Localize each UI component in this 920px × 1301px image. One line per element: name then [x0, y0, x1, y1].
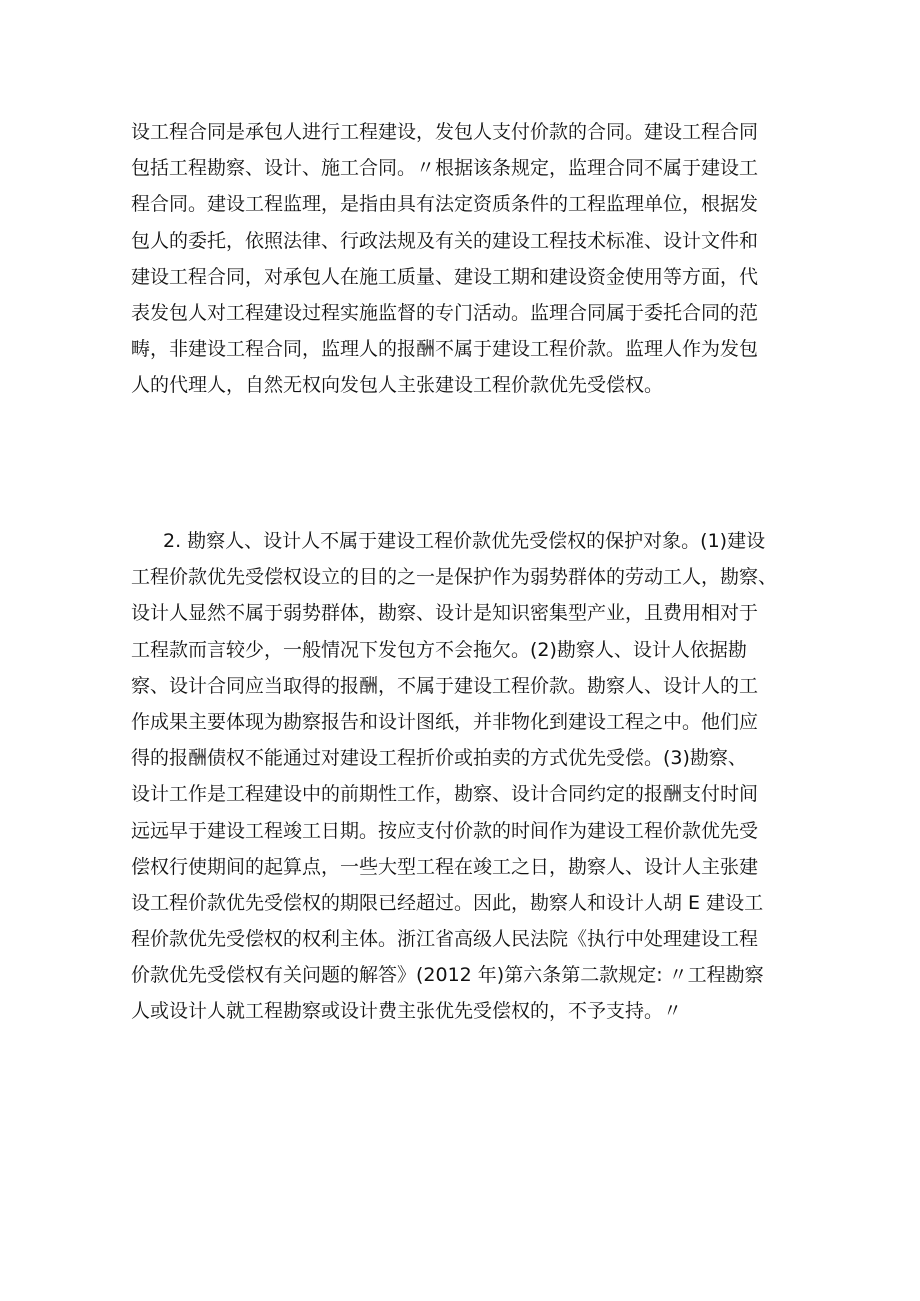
- paragraph-2: [131, 523, 795, 1030]
- text-line: 2. 勘察人、设计人不属于建设工程价款优先受偿权的保护对象。(1)建设: [163, 530, 766, 552]
- text-line: 价款优先受偿权有关问题的解答》(2012 年)第六条第二款规定: 〃工程勘察: [131, 964, 764, 987]
- paragraph-1: [131, 114, 795, 404]
- text-line: 人的代理人，自然无权向发包人主张建设工程价款优先受偿权。: [131, 374, 664, 397]
- text-line: 偿权行使期间的起算点，一些大型工程在竣工之日，勘察人、设计人主张建: [131, 855, 759, 878]
- text-line: 设工程合同是承包人进行工程建设，发包人支付价款的合同。建设工程合同: [131, 121, 759, 143]
- text-line: 工程款而言较少，一般情况下发包方不会拖欠。(2)勘察人、设计人依据勘: [131, 638, 747, 661]
- text-line: 程合同。建设工程监理，是指由具有法定资质条件的工程监理单位，根据发: [131, 193, 759, 216]
- text-line: 作成果主要体现为勘察报告和设计图纸，并非物化到建设工程之中。他们应: [131, 710, 759, 733]
- text-line: 设计人显然不属于弱势群体，勘察、设计是知识密集型产业，且费用相对于: [131, 602, 759, 625]
- text-line: 表发包人对工程建设过程实施监督的专门活动。监理合同属于委托合同的范: [131, 301, 759, 324]
- text-line: 得的报酬债权不能通过对建设工程折价或拍卖的方式优先受偿。(3)勘察、: [131, 747, 747, 770]
- text-line: 畴，非建设工程合同，监理人的报酬不属于建设工程价款。监理人作为发包: [131, 338, 759, 361]
- text-line: 远远早于建设工程竣工日期。按应支付价款的时间作为建设工程价款优先受: [131, 819, 759, 842]
- text-line: 设计工作是工程建设中的前期性工作，勘察、设计合同约定的报酬支付时间: [131, 783, 759, 806]
- text-line: 人或设计人就工程勘察或设计费主张优先受偿权的，不予支持。〃: [131, 1000, 683, 1023]
- text-line: 工程价款优先受偿权设立的目的之一是保护作为弱势群体的劳动工人，勘察、: [131, 566, 778, 589]
- text-line: 程价款优先受偿权的权利主体。浙江省高级人民法院《执行中处理建设工程: [131, 928, 759, 951]
- text-line: 建设工程合同，对承包人在施工质量、建设工期和建设资金使用等方面，代: [131, 265, 759, 288]
- text-line: 包括工程勘察、设计、施工合同。〃根据该条规定，监理合同不属于建设工: [131, 157, 759, 180]
- text-line: 设工程价款优先受偿权的期限已经超过。因此，勘察人和设计人胡 E 建设工: [131, 891, 764, 914]
- text-line: 察、设计合同应当取得的报酬，不属于建设工程价款。勘察人、设计人的工: [131, 674, 759, 697]
- text-line: 包人的委托，依照法律、行政法规及有关的建设工程技术标准、设计文件和: [131, 229, 759, 252]
